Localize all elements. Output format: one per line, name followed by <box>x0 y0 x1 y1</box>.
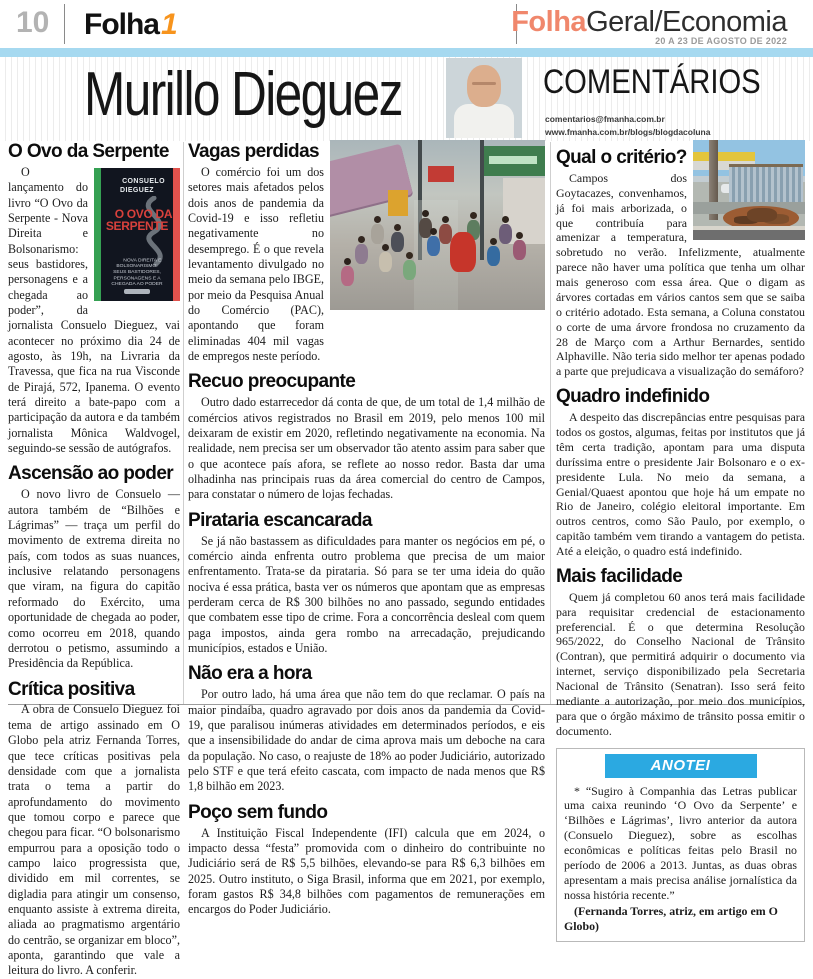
columnist-photo <box>446 58 522 138</box>
section-heading-ovo: O Ovo da Serpente <box>8 141 169 162</box>
photo-road <box>693 230 805 240</box>
shopping-street-photo <box>330 140 545 310</box>
article-body-ascensao: O novo livro de Consuelo — autora também de “Bilhões e Lágrimas” — traça um perfil do movimento de extrema direita no país, com todos as suas nuances, inclusive relatando personagens que viram, na figura do capitão reformado do Exército, uma oportunidade de chegada ao poder, como ocorreu em 2018, quando derrotou o petismo, assumindo a Presidência da República. <box>8 487 180 671</box>
anotei-quote: * “Sugiro à Companhia das Letras publicar uma caixa reunindo ‘O Ovo da Serpente’ e ‘Bilhões e Lágrimas’, livro anterior da autora (Consuelo Dieguez), sobre as escolhas econômicas e políticas feitas pelo Brasil no período de 2006 a 2013. Juntas, as duas obras apresentam a mais precisa análise jornalística da nossa história recente.” <box>564 783 797 902</box>
article-text-ovo: O lançamento do livro “O Ovo da Serpente - Nova Direita e Bolsonarismo: seus bastidores, personagens e a chegada ao poder”, da jornalista Consuelo Dieguez, vai acontecer no próximo dia 24 de agosto, às 19h, na Livraria da Travessa, que fica na rua Visconde de Pirajá, 572, Ipanema. O evento terá direito a bate-papo com a participação da autora e da também jornalista Mônica Waldvogel, seguindo-se sessão de autógrafos. <box>8 164 180 456</box>
column-1 <box>8 140 180 979</box>
folha1-logo-one: 1 <box>161 8 177 41</box>
article-body-criterio: Campos dos Goytacazes, convenhamos, já foi mais arborizada, o que contribuía para amenizar a temperatura, sobretudo no verão. Infelizmente, atualmente parece não haver uma política que tenha um olhar mais generoso com essa área. Que o digam as árvores cortadas em vários cantos sem que se saiba o critério adotado. Esta semana, a Coluna constatou o corte de uma árvore frondosa no cruzamento da 28 de Março com a Arthur Bernardes, sentido Alphaville. Não teria sido melhor ter apenas podado a parte que prejudicava a visualização do semáforo? <box>556 170 805 379</box>
column-rule-1 <box>183 142 184 704</box>
article-body-recuo: Outro dado estarrecedor dá conta de que, de um total de 1,4 milhão de comércios ativos registrados no Brasil em 2019, pelo menos 100 mil deixaram de existir em 2020, refletindo negativamente na economia. Na realidade, nem precisa ser um observador tão atento assim para saber que o que acontece país afora, se reflete ao nosso redor. Basta dar uma olhadinha nas principais ruas da área comercial do centro de Campos, para constatar o número de lojas fechadas. <box>188 395 545 502</box>
top-bar <box>0 0 813 48</box>
photo-yellow-sign <box>388 190 408 216</box>
page-number: 10 <box>16 6 50 39</box>
anotei-banner: ANOTEI <box>605 754 757 778</box>
column-3 <box>556 140 805 942</box>
article-body-vagas: O comércio foi um dos setores mais afetados pelos dois anos de pandemia da Covid-19 e isso refletiu negativamente no desemprego. É o que revela levantamento divulgado no meio da semana pelo IBGE, por meio da Pesquisa Anual do Comércio (PAC), apontando que foram eliminadas 404 mil vagas de empregos neste período. <box>188 164 325 364</box>
book-cover-subtitle: NOVA DIREITA E BOLSONARISMO: SEUS BASTIDORES, PERSONAGENS E A CHEGADA AO PODER <box>111 257 163 287</box>
tree-stump-photo <box>693 140 805 240</box>
section-title <box>511 6 787 39</box>
columnist-photo-head <box>467 65 501 107</box>
article-body-facilidade: Quem já completou 60 anos terá mais facilidade para requisitar credencial de estacionamento preferencial. É o que determina Resolução 965/2022, do Conselho Nacional de Trânsito (Contran), que permitirá adquirir o documento via internet, serviço disponibilizado pela Secretaria Nacional de Trânsito (Senatran). Isso será feito mediante a autorização, por meio dos municípios, para que o órgão máximo de trânsito possa emitir o documento. <box>556 589 805 738</box>
edition-date: 20 A 23 DE AGOSTO DE 2022 <box>655 36 787 46</box>
column-2-top-row <box>188 140 545 364</box>
photo-store-canopy <box>503 178 545 244</box>
article-body-critica: A obra de Consuelo Dieguez foi tema de artigo assinado em O Globo pela atriz Fernanda Torres, que tece críticas positivas pela densidade com que a jornalista trata o tema a partir do aprofundamento do movimento que tomou corpo e parece que chegou para ficar. “O bolsonarismo empurrou para a oposição todo o campo laico progressista que, dividido em mil correntes, se digladia para atingir um consenso, enquanto assiste à extrema direita, aliada ao pragmatismo argentário do centrão, se organizar em bloco”, aponta, garantindo que vale a leitura do livro. A conferir. <box>8 702 180 978</box>
column-header-band <box>0 57 813 141</box>
photo-gas-station-canopy <box>693 152 755 161</box>
article-body-poco: A Instituição Fiscal Independente (IFI) calcula que em 2024, o impacto dessa “festa” promovida com o dinheiro do contribuinte no Judiciário será de R$ 5,5 bilhões, elevando-se para R$ 6,3 bilhões em 2025. Outro instituto, o Siga Brasil, informa que em 2021, por exemplo, foram gastos R$ 34,8 bilhões com pagamentos de remunerações em encargos do Poder Judiciário. <box>188 825 545 917</box>
photo-cut-stump <box>747 208 777 222</box>
folha1-logo <box>84 8 177 42</box>
column-contacts <box>545 113 710 139</box>
columnist-name: Murillo Dieguez <box>84 60 402 129</box>
columnist-photo-shirt <box>454 104 514 138</box>
section-heading-quadro: Quadro indefinido <box>556 386 710 408</box>
section-heading-facilidade: Mais facilidade <box>556 565 683 587</box>
article-body-nao-era: Por outro lado, há uma área que não tem do que reclamar. O país na maior pindaíba, quadro agravado por dois anos da pandemia da Covid-19, que paralisou inúmeras atividades em determinados períodos, e eis que a insensibilidade do andar de cima aprova mais um deboche na cara da população. No caso, o reajuste de 18% ao poder Judiciário, autorizado pelo STF e que terá efeito cascata, com impacto de nada menos que R$ 1,8 bilhão em 2023. <box>188 687 545 794</box>
article-body-ovo <box>8 165 180 457</box>
columnist-photo-brow <box>472 82 496 85</box>
anotei-attribution: (Fernanda Torres, atriz, em artigo em O Globo) <box>564 903 778 933</box>
section-brand: Folha <box>511 6 587 38</box>
publisher-logo <box>124 289 150 294</box>
blue-divider-bar <box>0 48 813 57</box>
photo-pole <box>480 140 484 260</box>
section-heading-nao-era: Não era a hora <box>188 663 312 685</box>
column-rule-2 <box>550 142 551 704</box>
article-body-quadro: A despeito das discrepâncias entre pesquisas para todos os gostos, algumas, feitas por institutos que já têm certa tradição, apontam para uma disputa duríssima entre o presidente Jair Bolsonaro e o ex-presidente Lula. No meio da semana, a Genial/Quaest apontou que hoje há um empate no Rio de Janeiro, colégio eleitoral importante. Em outros centros, como São Paulo, por exemplo, o capitão também vem tirando a vantagem do petista. Até a eleição, o quadro está indefinido. <box>556 410 805 558</box>
vagas-text-block <box>188 140 324 364</box>
book-cover <box>94 168 180 301</box>
folha1-logo-text: Folha <box>84 8 159 41</box>
section-heading-critica: Crítica positiva <box>8 678 135 700</box>
article-body-pirataria: Se já não bastassem as dificuldades para manter os negócios em pé, o comércio ainda enfrenta outro problema que precisa de um maior enfrentamento. Trata-se da pirataria. Só para se ter uma ideia do quão nociva é essa prática, basta ver os números que apontam que as empresas perderam cerca de R$ 300 bilhões no ano passado, segundo entidades que combatem esse tipo de crime. Fora a concorrência desleal com quem paga impostos, ainda gera rombo na arrecadação, prejudicando municípios, estados e União. <box>188 533 545 656</box>
book-cover-title: O OVO DA SERPENTE <box>105 206 173 234</box>
photo-green-sign <box>481 146 545 176</box>
section-name: Geral/Economia <box>586 6 787 38</box>
column-email: comentarios@fmanha.com.br <box>545 114 665 124</box>
column-blog-url: www.fmanha.com.br/blogs/blogdacoluna <box>545 126 711 137</box>
photo-man-red-shirt <box>450 232 476 272</box>
column-title: COMENTÁRIOS <box>543 63 761 101</box>
section-heading-vagas: Vagas perdidas <box>188 141 320 162</box>
section-heading-ascensao: Ascensão ao poder <box>8 463 174 485</box>
photo-crowd-heads <box>330 140 337 147</box>
section-heading-recuo: Recuo preocupante <box>188 371 356 393</box>
section-heading-poco: Poço sem fundo <box>188 801 328 823</box>
photo-red-sign <box>428 166 454 182</box>
section-heading-pirataria: Pirataria escancarada <box>188 509 372 531</box>
section-heading-criterio: Qual o critério? <box>556 147 687 168</box>
book-cover-author: CONSUELO DIEGUEZ <box>120 177 165 194</box>
topbar-divider <box>64 4 65 44</box>
anotei-box <box>556 748 805 942</box>
column-2 <box>188 140 545 918</box>
